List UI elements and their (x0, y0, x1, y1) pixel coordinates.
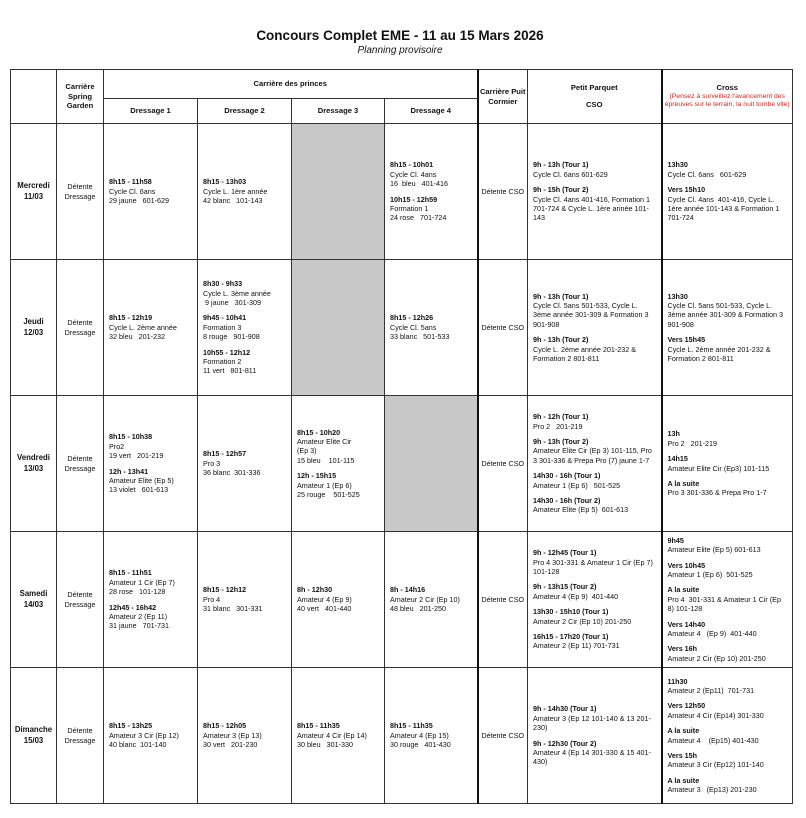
event-line: 31 jaune 701-731 (109, 621, 169, 631)
event-line: 40 blanc 101-140 (109, 740, 167, 750)
event-block (203, 313, 286, 341)
event-block (668, 726, 788, 745)
day-row (11, 668, 793, 804)
event-line: Cycle L. 2ème année 201-232 & Formation 2 801-811 (667, 344, 773, 363)
event-block (533, 185, 656, 222)
event-line: Cycle L. 2ème année (109, 322, 177, 332)
event-time: Vers 15h45 (667, 335, 706, 345)
event-time: 10h55 - 12h12 (203, 347, 251, 357)
event-line: Cycle Cl. 6ans (109, 186, 156, 196)
header-dressage-4: Dressage 4 (385, 99, 478, 124)
event-line: Amateur 4 (Ep 9) (297, 594, 352, 604)
event-line: 36 blanc 301-336 (203, 468, 261, 478)
event-block (203, 177, 286, 205)
event-line: 16 bleu 401-416 (390, 179, 448, 189)
event-block (668, 335, 788, 363)
event-block (297, 471, 379, 499)
event-block (109, 177, 192, 205)
event-block (533, 471, 656, 490)
event-line: Cycle Cl. 6ans 601-629 (667, 169, 747, 179)
event-line: Amateur 3 (Ep 13) (203, 730, 262, 740)
event-time: Vers 14h40 (667, 619, 706, 629)
event-time: 13h (667, 429, 680, 439)
event-block (533, 292, 656, 329)
day-cell (11, 124, 57, 260)
dressage-4-cell (385, 532, 478, 668)
event-block (668, 454, 788, 473)
day-name: Mercredi (17, 181, 50, 191)
event-time: Vers 10h45 (667, 560, 706, 570)
event-block (533, 412, 656, 431)
event-line: Amateur Elite (Ep 5) 601-613 (667, 545, 761, 555)
event-line: 28 rose 101-128 (109, 587, 166, 597)
event-time: A la suite (667, 775, 700, 785)
event-time: 8h15 - 12h05 (203, 721, 247, 731)
event-time: 9h - 13h (Tour 2) (533, 335, 589, 345)
cso-label: CSO (586, 99, 603, 109)
event-time: 9h - 15h (Tour 2) (533, 185, 589, 195)
event-line: 11 vert 801-811 (203, 366, 257, 376)
event-block (390, 721, 472, 749)
day-date: 15/03 (23, 735, 44, 745)
event-line: 30 bleu 301-330 (297, 740, 353, 750)
event-time: 10h15 - 12h59 (390, 194, 438, 204)
dressage-4-cell (385, 260, 478, 396)
event-time: 8h - 14h16 (390, 585, 426, 595)
event-line: 24 rose 701-724 (390, 213, 447, 223)
event-block (297, 721, 379, 749)
event-time: 9h - 13h (Tour 1) (533, 160, 589, 170)
event-line: Amateur Elite Cir (Ep 3) 101-115, Pro 3 301-336 & Prepa Pro (7) jaune 1-7 (533, 446, 654, 465)
event-line: 30 vert 201-230 (203, 740, 258, 750)
event-time: Vers 15h (667, 750, 698, 760)
event-line: 40 vert 401-440 (297, 604, 352, 614)
event-line: 25 rouge 501-525 (297, 489, 360, 499)
event-line: 48 bleu 201-250 (390, 604, 446, 614)
event-line: 33 blanc 501-533 (390, 332, 450, 342)
petit-parquet-label: Petit Parquet (570, 82, 618, 92)
event-time: 8h15 - 11h58 (109, 177, 152, 187)
cso-cell (528, 124, 662, 260)
event-line: Pro 2 201-219 (667, 438, 718, 448)
event-time: 8h15 - 10h01 (390, 160, 434, 170)
dressage-2-cell (198, 532, 292, 668)
event-time: 8h15 - 13h25 (109, 721, 153, 731)
event-line: Amateur 1 (Ep 6) 501-525 (533, 480, 621, 490)
event-line: Amateur 1 Cir (Ep 7) (109, 577, 175, 587)
event-line: Pro 3 (203, 458, 221, 468)
event-time: 9h - 12h (Tour 1) (533, 412, 589, 422)
event-block (203, 449, 286, 477)
dressage-1-cell (104, 260, 198, 396)
dressage-2-cell (198, 124, 292, 260)
event-block (297, 428, 379, 465)
event-block (109, 313, 192, 341)
dressage-2-cell (198, 396, 292, 532)
dressage-3-cell (292, 260, 385, 396)
page-subtitle: Planning provisoire (357, 45, 443, 56)
cso-cell (528, 396, 662, 532)
event-line: Amateur Elite (Ep 5) (109, 475, 174, 485)
header-dressage-3: Dressage 3 (292, 99, 385, 124)
event-block (668, 620, 788, 639)
event-time: 8h15 - 10h38 (109, 432, 153, 442)
event-block (668, 292, 788, 329)
dressage-4-cell (385, 396, 478, 532)
event-block (533, 496, 656, 515)
event-block (533, 548, 656, 576)
event-time: 9h - 14h30 (Tour 1) (533, 704, 597, 714)
event-line: Cycle Cl. 5ans 501-533, Cycle L. 3ème année 301-309 & Formation 3 901-908 (667, 301, 785, 329)
event-line: Amateur Elite Cir (Ep3) 101-115 (667, 463, 770, 473)
event-block (533, 437, 656, 465)
event-time: 8h15 - 12h12 (203, 585, 247, 595)
event-line: Pro 2 201-219 (533, 421, 583, 431)
day-row (11, 260, 793, 396)
spring-garden-cell: Détente Dressage (57, 396, 104, 532)
event-time: 16h15 - 17h20 (Tour 1) (533, 631, 609, 641)
event-line: Amateur 2 (Ep11) 701-731 (667, 686, 755, 696)
event-block (390, 160, 472, 188)
event-line: Cycle Cl. 4ans (390, 169, 437, 179)
event-block (203, 585, 286, 613)
event-line: Cycle Cl. 5ans 501-533, Cycle L. 3ème année 301-309 & Formation 3 901-908 (533, 301, 651, 329)
event-time: 9h - 13h (Tour 1) (533, 291, 589, 301)
event-time: 14h15 (667, 454, 688, 464)
event-time: Vers 12h50 (667, 701, 706, 711)
event-time: 8h15 - 11h35 (390, 721, 433, 731)
puit-cormier-cell: Détente CSO (478, 260, 528, 396)
dressage-2-cell (198, 260, 292, 396)
cross-cell (662, 668, 793, 804)
event-block (668, 585, 788, 613)
day-cell (11, 260, 57, 396)
event-block (668, 561, 788, 580)
event-line: 13 violet 601-613 (109, 485, 169, 495)
event-line: Pro2 (109, 441, 125, 451)
event-block (668, 479, 788, 498)
dressage-1-cell (104, 124, 198, 260)
event-line: Amateur 4 Cir (Ep14) 301-330 (667, 710, 764, 720)
event-time: 8h15 - 13h03 (203, 177, 247, 187)
event-line: Amateur 2 Cir (Ep 10) 201-250 (533, 616, 632, 626)
event-block (668, 701, 788, 720)
event-line: Pro 3 301-336 & Prepa Pro 1-7 (667, 488, 767, 498)
event-block (533, 160, 656, 179)
dressage-3-cell (292, 532, 385, 668)
puit-cormier-cell: Détente CSO (478, 532, 528, 668)
event-line: Cycle L. 2ème année 201-232 & Formation 2 801-811 (533, 344, 639, 363)
event-line: 15 bleu 101-115 (297, 455, 355, 465)
event-time: 8h15 - 12h19 (109, 313, 153, 323)
day-cell (11, 532, 57, 668)
event-line: 8 rouge 901-908 (203, 332, 260, 342)
event-time: 9h - 12h45 (Tour 1) (533, 548, 597, 558)
event-time: 8h30 - 9h33 (203, 279, 243, 289)
day-row (11, 124, 793, 260)
page-title: Concours Complet EME - 11 au 15 Mars 2026 (256, 28, 544, 43)
day-name: Jeudi (23, 317, 44, 327)
spring-garden-cell: Détente Dressage (57, 668, 104, 804)
event-line: Amateur 2 Cir (Ep 10) 201-250 (667, 653, 766, 663)
event-time: Vers 15h10 (667, 185, 706, 195)
schedule-table (10, 69, 793, 804)
cross-cell (662, 396, 793, 532)
event-line: 29 jaune 601-629 (109, 196, 169, 206)
event-line: Cycle L. 1ère année (203, 186, 268, 196)
event-block (668, 677, 788, 696)
event-line: Amateur 4 (Ep 9) 401-440 (533, 591, 619, 601)
day-date: 13/03 (23, 463, 44, 473)
event-block (668, 429, 788, 448)
event-block (203, 279, 286, 307)
dressage-1-cell (104, 668, 198, 804)
dressage-2-cell (198, 668, 292, 804)
header-cross (662, 70, 793, 124)
event-time: 8h15 - 12h57 (203, 449, 247, 459)
event-time: A la suite (667, 478, 700, 488)
day-name: Samedi (19, 589, 48, 599)
event-line: Pro 4 (203, 594, 221, 604)
cso-cell (528, 532, 662, 668)
dressage-4-cell (385, 668, 478, 804)
event-line: Cycle Cl. 4ans 401-416, Cycle L. 1ère année 101-143 & Formation 1 701-724 (667, 194, 782, 223)
dressage-3-cell (292, 668, 385, 804)
event-line: Cycle Cl. 6ans 601-629 (533, 169, 608, 179)
event-line: Pro 4 301-331 & Amateur 1 Cir (Ep 7) 101-128 (533, 557, 655, 577)
event-line: Cycle Cl. 5ans (390, 322, 437, 332)
event-block (668, 644, 788, 663)
cross-cell (662, 260, 793, 396)
event-block (668, 751, 788, 770)
event-time: 9h - 12h30 (Tour 2) (533, 738, 597, 748)
event-time: 13h30 (667, 160, 688, 170)
event-time: 12h45 - 16h42 (109, 602, 157, 612)
event-time: 8h15 - 11h35 (297, 721, 340, 731)
event-block (533, 582, 656, 601)
event-block (668, 536, 788, 555)
dressage-1-cell (104, 396, 198, 532)
day-cell (11, 668, 57, 804)
day-date: 12/03 (23, 327, 44, 337)
event-time: 13h30 - 15h10 (Tour 1) (533, 607, 609, 617)
header-puit-cormier: Carrière Puit Cormier (478, 70, 528, 124)
event-time: A la suite (667, 585, 700, 595)
event-line: Cycle Cl. 4ans 401-416, Formation 1 701-724 & Cycle L. 1ère année 101-143 (533, 194, 653, 223)
event-line: Amateur 3 Cir (Ep 12) (109, 730, 179, 740)
event-block (109, 467, 192, 495)
event-block (533, 704, 656, 732)
event-block (109, 603, 192, 631)
event-line: Amateur Elite Cir (297, 437, 352, 447)
event-block (109, 721, 192, 749)
day-row (11, 532, 793, 668)
cross-note: (Pensez à surveillez l'avancement des épreuves sur le terrain, la nuit tombe vite) (664, 92, 790, 109)
event-time: 13h30 (667, 291, 688, 301)
day-name: Dimanche (14, 725, 53, 735)
event-line: Amateur 2 (Ep 11) 701-731 (533, 641, 620, 651)
event-time: Vers 16h (667, 644, 698, 654)
dressage-1-cell (104, 532, 198, 668)
event-line: Amateur Elite (Ep 5) 601-613 (533, 505, 629, 515)
event-line: Amateur 4 Cir (Ep 14) (297, 730, 367, 740)
event-time: 11h30 (667, 676, 688, 686)
event-block (668, 160, 788, 179)
event-block (533, 739, 656, 767)
event-time: 9h45 (667, 536, 684, 546)
event-time: 8h15 - 11h51 (109, 568, 152, 578)
event-block (390, 313, 472, 341)
header-dressage-2: Dressage 2 (198, 99, 292, 124)
event-line: 30 rouge 401-430 (390, 740, 451, 750)
event-block (203, 721, 286, 749)
event-line: Amateur 4 (Ep 9) 401-440 (667, 628, 757, 638)
event-line: Amateur 4 (Ep 15) (390, 730, 449, 740)
day-date: 11/03 (23, 191, 44, 201)
cso-cell (528, 260, 662, 396)
day-name: Vendredi (17, 453, 50, 463)
event-line: Amateur 3 (Ep 12 101-140 & 13 201-230) (533, 713, 651, 733)
event-line: Amateur 1 (Ep 6) (297, 480, 352, 490)
event-line: Formation 1 (390, 203, 429, 213)
event-time: 8h15 - 12h26 (390, 313, 434, 323)
event-block (203, 348, 286, 376)
header-carriere-des-princes: Carrière des princes (104, 70, 478, 99)
event-time: 8h - 12h30 (297, 585, 333, 595)
corner-cell (11, 70, 57, 124)
day-cell (11, 396, 57, 532)
event-line: Amateur 3 Cir (Ep12) 101-140 (667, 760, 764, 770)
event-line: 32 bleu 201-232 (109, 332, 165, 342)
header-spring-garden: Carrière Spring Garden (57, 70, 104, 124)
cross-cell (662, 124, 793, 260)
spring-garden-cell: Détente Dressage (57, 532, 104, 668)
spring-garden-cell: Détente Dressage (57, 124, 104, 260)
dressage-3-cell (292, 124, 385, 260)
cross-label: Cross (716, 82, 739, 92)
event-line: 31 blanc 301-331 (203, 604, 263, 614)
event-line: 9 jaune 301-309 (203, 298, 261, 308)
dressage-4-cell (385, 124, 478, 260)
event-block (297, 585, 379, 613)
event-line: Formation 2 (203, 356, 242, 366)
spring-garden-cell: Détente Dressage (57, 260, 104, 396)
event-block (533, 335, 656, 363)
puit-cormier-cell: Détente CSO (478, 124, 528, 260)
event-block (109, 568, 192, 596)
cso-cell (528, 668, 662, 804)
event-line: Formation 3 (203, 322, 242, 332)
header-dressage-1: Dressage 1 (104, 99, 198, 124)
header-petit-parquet (528, 70, 662, 124)
event-block (390, 195, 472, 223)
event-time: 9h - 13h (Tour 2) (533, 437, 589, 447)
cross-cell (662, 532, 793, 668)
event-line: Pro 4 301-331 & Amateur 1 Cir (Ep 8) 101-128 (667, 594, 783, 614)
puit-cormier-cell: Détente CSO (478, 668, 528, 804)
event-time: 12h - 13h41 (109, 466, 149, 476)
event-line: Amateur 3 (Ep13) 201-230 (667, 784, 757, 794)
event-line: (Ep 3) (297, 446, 317, 456)
dressage-3-cell (292, 396, 385, 532)
event-line: Amateur 4 (Ep 14 301-330 & 15 401-430) (533, 747, 651, 767)
event-time: 12h - 15h15 (297, 471, 337, 481)
event-time: 14h30 - 16h (Tour 2) (533, 495, 601, 505)
event-line: Amateur 2 Cir (Ep 10) (390, 594, 460, 604)
event-time: 9h - 13h15 (Tour 2) (533, 582, 597, 592)
event-line: Amateur 1 (Ep 6) 501-525 (667, 570, 753, 580)
event-time: 14h30 - 16h (Tour 1) (533, 471, 601, 481)
event-line: 42 blanc 101-143 (203, 196, 263, 206)
event-time: 9h45 - 10h41 (203, 313, 247, 323)
event-line: Amateur 2 (Ep 11) (109, 611, 168, 621)
event-line: 19 vert 201-219 (109, 451, 164, 461)
event-line: Amateur 4 (Ep15) 401-430 (667, 735, 759, 745)
event-time: A la suite (667, 726, 700, 736)
event-block (668, 185, 788, 222)
event-block (390, 585, 472, 613)
day-row (11, 396, 793, 532)
event-line: Cycle L. 3ème année (203, 288, 271, 298)
event-block (668, 776, 788, 795)
puit-cormier-cell: Détente CSO (478, 396, 528, 532)
event-block (109, 432, 192, 460)
day-date: 14/03 (23, 599, 44, 609)
event-block (533, 632, 656, 651)
event-block (533, 607, 656, 626)
event-time: 8h15 - 10h20 (297, 427, 341, 437)
